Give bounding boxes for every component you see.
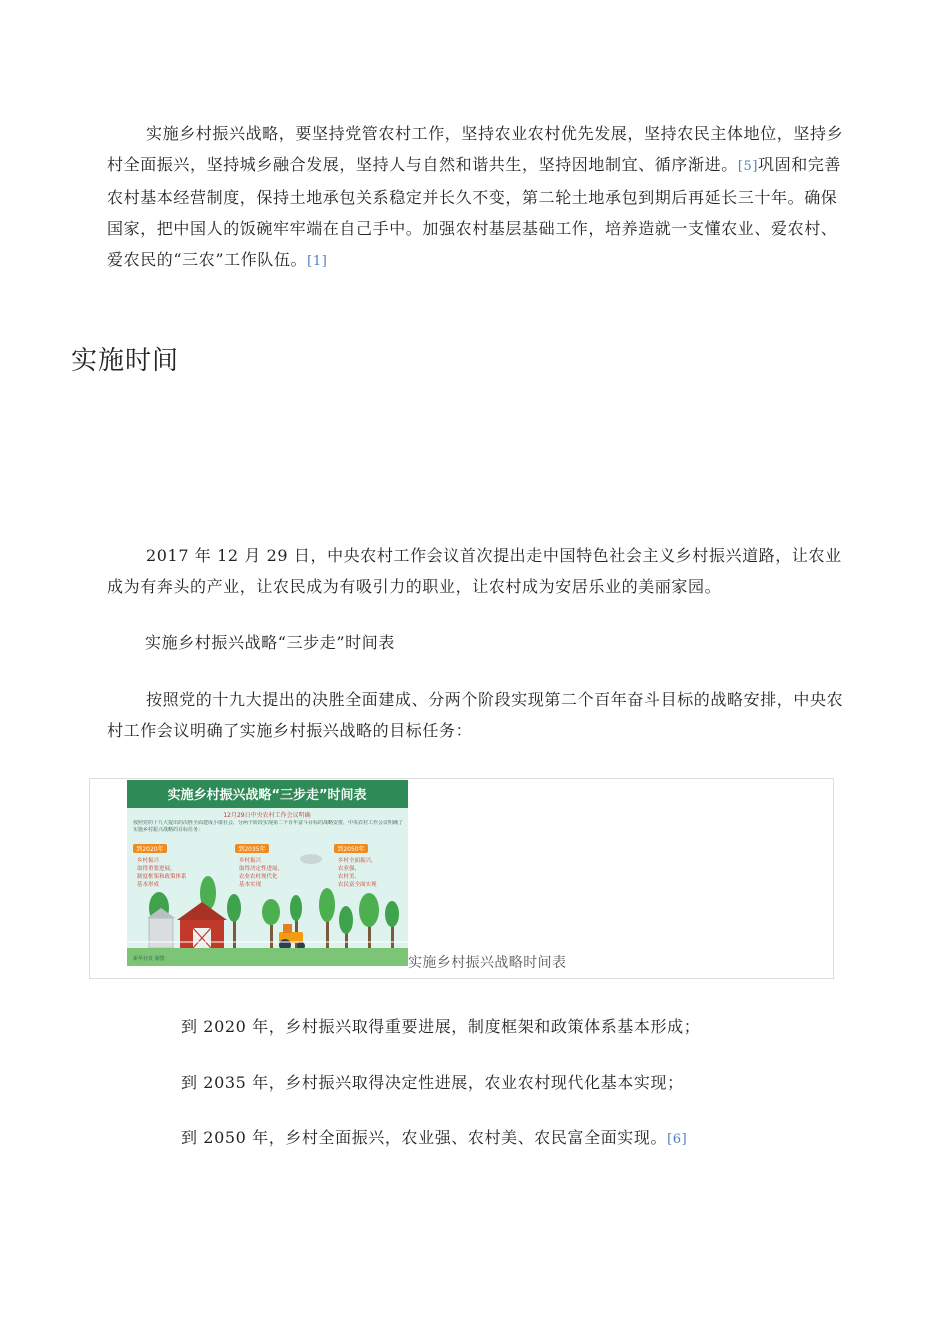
- citation-link[interactable]: [6]: [667, 1132, 688, 1147]
- step-2050: [181, 1122, 926, 1155]
- milestone-line: 农业农村现代化: [239, 874, 278, 880]
- milestone-line: 制度框架和政策体系: [137, 874, 187, 880]
- milestone-line: 乡村振兴: [239, 858, 262, 864]
- infographic-blurb: 按照党的十九大提出的决胜全面建成小康社会、分两个阶段实现第二个百年奋斗目标的战略安排，中央农村工作会议明确了实施乡村振兴战略的目标任务：: [133, 820, 403, 833]
- citation-link[interactable]: [5]: [737, 159, 759, 174]
- milestone-line: 取得决定性进展，: [239, 866, 284, 872]
- milestone-line: 农业强、: [338, 866, 361, 872]
- timeline-subtitle: 实施乡村振兴战略“三步走”时间表: [145, 633, 395, 652]
- infographic-blurb-box: [133, 820, 403, 844]
- milestone-line: 乡村振兴: [137, 858, 160, 864]
- milestone-line: 农民富全面实现: [338, 882, 377, 888]
- milestone-line: 乡村全面振兴，: [338, 858, 377, 864]
- intro-paragraph: [107, 118, 852, 277]
- milestone-tag: 到2035年: [238, 846, 266, 853]
- timeline-infographic[interactable]: [127, 780, 408, 966]
- milestone-line: 基本实现: [239, 882, 262, 888]
- figure-caption: 实施乡村振兴战略时间表: [408, 955, 567, 971]
- section-heading: 实施时间: [71, 346, 180, 376]
- milestone-tag: 到2020年: [136, 846, 164, 853]
- milestone-line: 基本形成: [137, 882, 160, 888]
- milestone-line: 取得重要进展，: [137, 866, 176, 872]
- infographic-credit: 新华社发 制图: [133, 956, 165, 962]
- step-2050-text: 到 2050 年，乡村全面振兴，农业强、农村美、农民富全面实现。: [181, 1128, 668, 1147]
- step-2035: 到 2035 年，乡村振兴取得决定性进展，农业农村现代化基本实现；: [181, 1073, 684, 1092]
- plan-paragraph: 按照党的十九大提出的决胜全面建成、分两个阶段实现第二个百年奋斗目标的战略安排，中央农村工作会议明确了实施乡村振兴战略的目标任务：: [107, 690, 844, 740]
- milestone-line: 农村美、: [338, 874, 361, 880]
- step-2020: 到 2020 年，乡村振兴取得重要进展，制度框架和政策体系基本形成；: [181, 1017, 701, 1036]
- milestone-tag: 到2050年: [337, 846, 365, 853]
- infographic-title: 实施乡村振兴战略“三步走”时间表: [167, 788, 367, 803]
- infographic-date-line: 12月29日中央农村工作会议明确: [223, 812, 311, 819]
- infographic-ground: [127, 948, 408, 966]
- intro-text-2: 巩固和完善农村基本经营制度，保持土地承包关系稳定并长久不变，第二轮土地承包到期后再延长三十年。确保国家，把中国人的饭碗牢牢端在自己手中。加强农村基层基础工作，培养造就一支懂农业、爱农村、爱农民的“三农”工作队伍。: [107, 155, 842, 269]
- cloud-icon: [300, 854, 322, 864]
- citation-link[interactable]: [1]: [307, 254, 328, 269]
- timeline-figure: [89, 778, 834, 979]
- intro-text: 实施乡村振兴战略，要坚持党管农村工作，坚持农业农村优先发展，坚持农民主体地位，坚持乡村全面振兴，坚持城乡融合发展，坚持人与自然和谐共生，坚持因地制宜、循序渐进。: [107, 124, 844, 174]
- paragraph-2017: 2017 年 12 月 29 日，中央农村工作会议首次提出走中国特色社会主义乡村振兴道路，让农业成为有奔头的产业，让农民成为有吸引力的职业，让农村成为安居乐业的美丽家园。: [107, 546, 842, 596]
